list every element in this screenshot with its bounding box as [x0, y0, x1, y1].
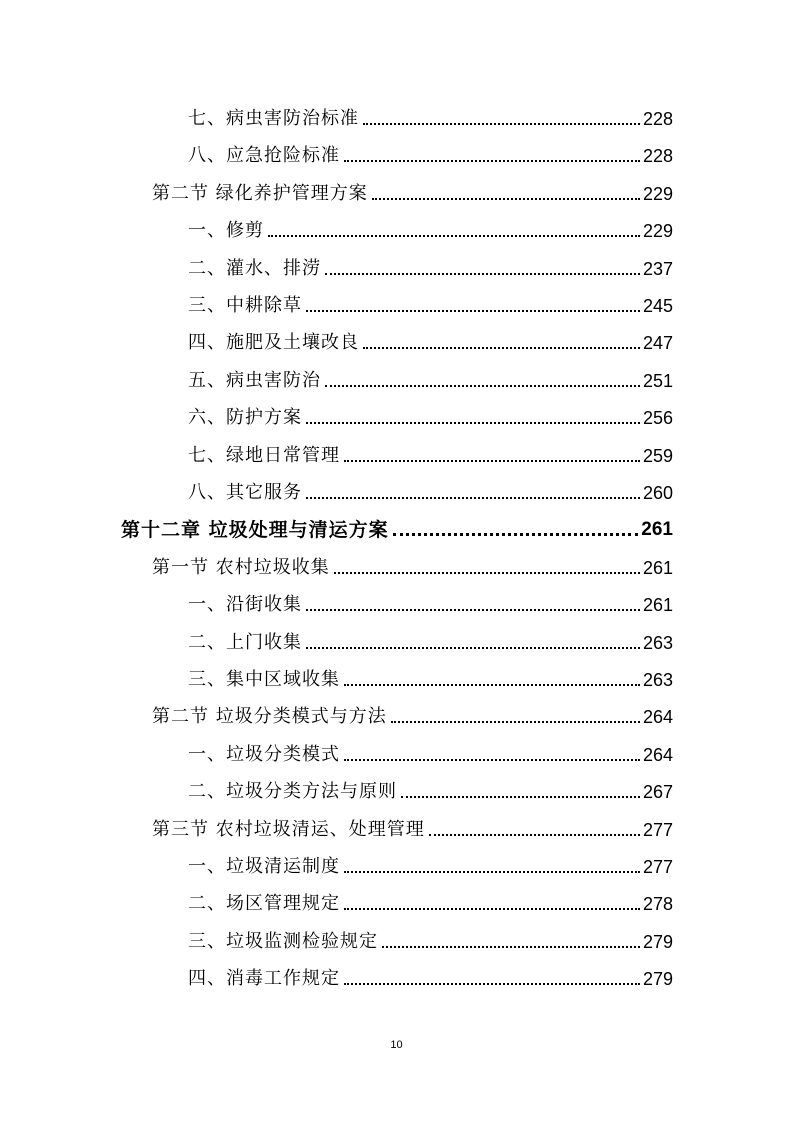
- toc-entry-section[interactable]: [152, 698, 673, 728]
- toc-dot-leader: [344, 983, 640, 985]
- toc-entry-page: 256: [642, 408, 673, 429]
- toc-entry-chapter[interactable]: [121, 511, 673, 541]
- toc-entry-item[interactable]: [188, 736, 673, 766]
- toc-dot-leader: [344, 759, 640, 761]
- toc-entry-page: 279: [642, 931, 673, 952]
- toc-entry-item[interactable]: [188, 100, 673, 130]
- toc-entry-title: 八、应急抢险标准: [188, 145, 340, 167]
- toc-entry-page: 247: [642, 333, 673, 354]
- toc-dot-leader: [344, 160, 640, 162]
- toc-entry-page: 261: [641, 519, 673, 541]
- toc-entry-title: 二、场区管理规定: [188, 893, 340, 915]
- toc-entry-page: 277: [642, 819, 673, 840]
- toc-dot-leader: [344, 460, 640, 462]
- toc-entry-title: 第二节 垃圾分类模式与方法: [152, 706, 387, 728]
- toc-entry-page: 229: [642, 183, 673, 204]
- toc-entry-item[interactable]: [188, 661, 673, 691]
- toc-dot-leader: [372, 198, 640, 200]
- toc-dot-leader: [344, 908, 640, 910]
- toc-entry-section[interactable]: [152, 549, 673, 579]
- toc-dot-leader: [306, 422, 640, 424]
- toc-entry-title: 四、消毒工作规定: [188, 968, 340, 990]
- toc-dot-leader: [325, 273, 640, 275]
- toc-entry-page: 228: [642, 146, 673, 167]
- toc-entry-title: 三、中耕除草: [188, 295, 302, 316]
- toc-entry-page: 264: [642, 707, 673, 728]
- toc-dot-leader: [334, 572, 640, 574]
- toc-entry-title: 五、病虫害防治: [188, 369, 321, 391]
- toc-dot-leader: [268, 235, 640, 237]
- toc-dot-leader: [344, 684, 640, 686]
- toc-dot-leader: [363, 347, 640, 349]
- toc-dot-leader: [306, 310, 640, 312]
- toc-entry-item[interactable]: [188, 399, 673, 429]
- toc-dot-leader: [306, 497, 640, 499]
- toc-entry-title: 七、绿地日常管理: [188, 444, 340, 466]
- toc-entry-page: 245: [642, 296, 673, 316]
- toc-entry-page: 263: [642, 632, 673, 653]
- toc-dot-leader: [325, 385, 640, 387]
- toc-entry-item[interactable]: [188, 362, 673, 392]
- toc-dot-leader: [344, 871, 640, 873]
- toc-entry-item[interactable]: [188, 848, 673, 878]
- toc-entry-title: 第一节 农村垃圾收集: [152, 556, 330, 578]
- toc-entry-item[interactable]: [188, 324, 673, 354]
- toc-dot-leader: [363, 123, 640, 125]
- toc-entry-item[interactable]: [188, 773, 673, 803]
- toc-entry-page: 278: [642, 894, 673, 915]
- page-number: 10: [390, 1039, 403, 1051]
- toc-dot-leader: [401, 796, 640, 798]
- toc-entry-page: 260: [642, 483, 673, 503]
- toc-entry-title: 四、施肥及土壤改良: [188, 332, 359, 354]
- toc-entry-item[interactable]: [188, 923, 673, 953]
- toc-entry-title: 二、灌水、排涝: [188, 257, 321, 279]
- toc-dot-leader: [391, 721, 640, 723]
- toc-entry-page: 228: [642, 109, 673, 129]
- toc-entry-item[interactable]: [188, 624, 673, 654]
- toc-entry-title: 一、修剪: [188, 220, 264, 242]
- toc-entry-item[interactable]: [188, 287, 673, 317]
- toc-entry-item[interactable]: [188, 885, 673, 915]
- toc-entry-section[interactable]: [152, 811, 673, 841]
- toc-entry-item[interactable]: [188, 437, 673, 467]
- toc-entry-title: 一、垃圾分类模式: [188, 743, 340, 765]
- toc-entry-title: 一、垃圾清运制度: [188, 856, 340, 877]
- toc-entry-title: 二、垃圾分类方法与原则: [188, 781, 397, 803]
- toc-entry-item[interactable]: [188, 137, 673, 167]
- toc-entry-title: 三、垃圾监测检验规定: [188, 930, 378, 952]
- toc-entry-page: 237: [642, 258, 673, 279]
- toc-entry-page: 261: [642, 557, 673, 578]
- toc-dot-leader: [393, 533, 639, 536]
- toc-entry-item[interactable]: [188, 586, 673, 616]
- toc-dot-leader: [306, 609, 640, 611]
- toc-entry-title: 第二节 绿化养护管理方案: [152, 182, 368, 204]
- toc-entry-page: 277: [642, 857, 673, 877]
- toc-entry-page: 229: [642, 221, 673, 242]
- toc-entry-title: 第十二章 垃圾处理与清运方案: [121, 519, 389, 542]
- toc-dot-leader: [382, 946, 640, 948]
- toc-entry-page: 263: [642, 670, 673, 690]
- toc-entry-title: 一、沿街收集: [188, 594, 302, 616]
- toc-entry-item[interactable]: [188, 250, 673, 280]
- toc-entry-title: 六、防护方案: [188, 407, 302, 429]
- toc-entry-item[interactable]: [188, 960, 673, 990]
- toc-entry-title: 七、病虫害防治标准: [188, 108, 359, 129]
- toc-entry-item[interactable]: [188, 212, 673, 242]
- toc-dot-leader: [429, 834, 640, 836]
- toc-entry-title: 第三节 农村垃圾清运、处理管理: [152, 818, 425, 840]
- toc-entry-page: 267: [642, 782, 673, 803]
- toc-entry-item[interactable]: [188, 474, 673, 504]
- toc-entry-page: 259: [642, 445, 673, 466]
- toc-entry-title: 八、其它服务: [188, 482, 302, 503]
- toc-entry-section[interactable]: [152, 175, 673, 205]
- toc-entry-page: 261: [642, 595, 673, 616]
- toc-entry-title: 三、集中区域收集: [188, 669, 340, 690]
- toc-entry-title: 二、上门收集: [188, 631, 302, 653]
- toc-entry-page: 279: [642, 969, 673, 990]
- toc-entry-page: 264: [642, 744, 673, 765]
- toc-dot-leader: [306, 647, 640, 649]
- toc-entry-page: 251: [642, 370, 673, 391]
